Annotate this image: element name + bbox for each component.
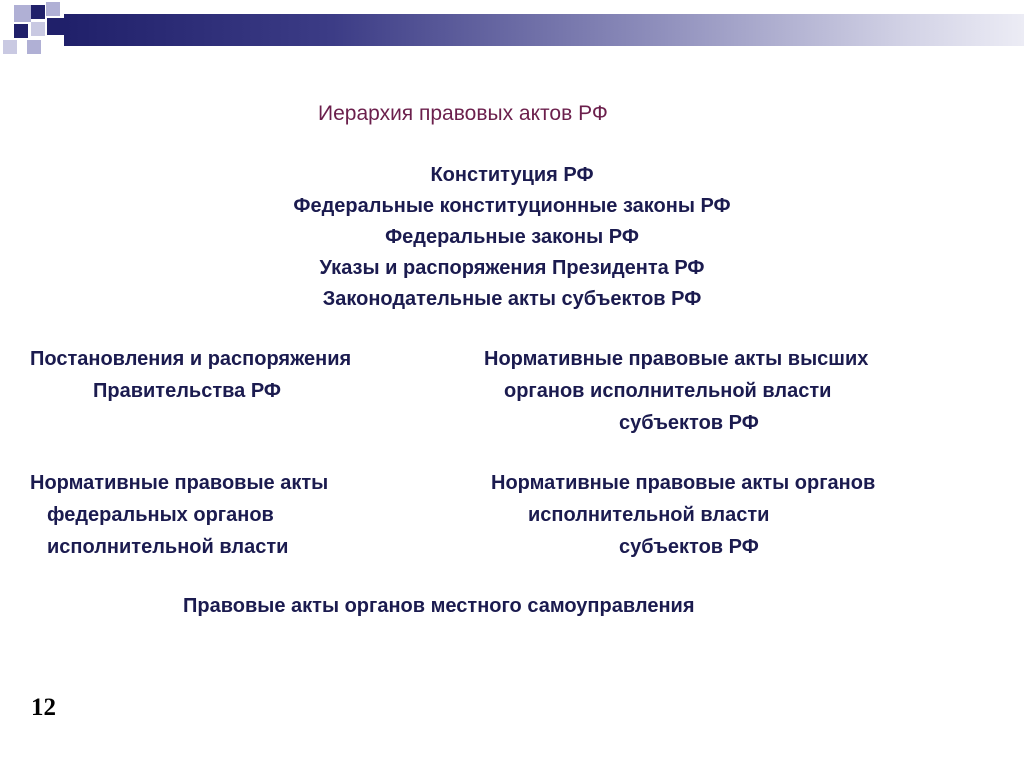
hierarchy-item-constitution: Конституция РФ (430, 164, 594, 186)
hierarchy-item-decrees: Указы и распоряжения Президента РФ (319, 257, 705, 279)
decorative-square (27, 40, 41, 54)
left-block-line: федеральных органов (47, 504, 274, 526)
local-self-government-acts: Правовые акты органов местного самоуправления (183, 595, 695, 617)
right-block-line: органов исполнительной власти (504, 380, 832, 402)
decorative-square (46, 2, 60, 16)
header-gradient-bar (64, 14, 1024, 46)
right-block-line: субъектов РФ (619, 536, 759, 558)
right-block-line: субъектов РФ (619, 412, 759, 434)
decorative-square (31, 22, 45, 36)
hierarchy-item-regional-laws: Законодательные акты субъектов РФ (322, 288, 702, 310)
hierarchy-item-fz: Федеральные законы РФ (385, 226, 639, 248)
right-block-line: Нормативные правовые акты высших (484, 348, 869, 370)
right-block-line: исполнительной власти (528, 504, 770, 526)
left-block-line: Нормативные правовые акты (30, 472, 329, 494)
left-block-line: Правительства РФ (93, 380, 281, 402)
decorative-square (14, 24, 28, 38)
page-number: 12 (31, 694, 56, 721)
decorative-square (3, 40, 17, 54)
decorative-square (47, 18, 64, 35)
left-block-line: исполнительной власти (47, 536, 289, 558)
decorative-square (31, 5, 45, 19)
left-block-line: Постановления и распоряжения (30, 348, 352, 370)
right-block-line: Нормативные правовые акты органов (491, 472, 876, 494)
decorative-square (14, 5, 31, 22)
slide-title: Иерархия правовых актов РФ (318, 102, 608, 125)
hierarchy-item-fkz: Федеральные конституционные законы РФ (293, 195, 731, 217)
